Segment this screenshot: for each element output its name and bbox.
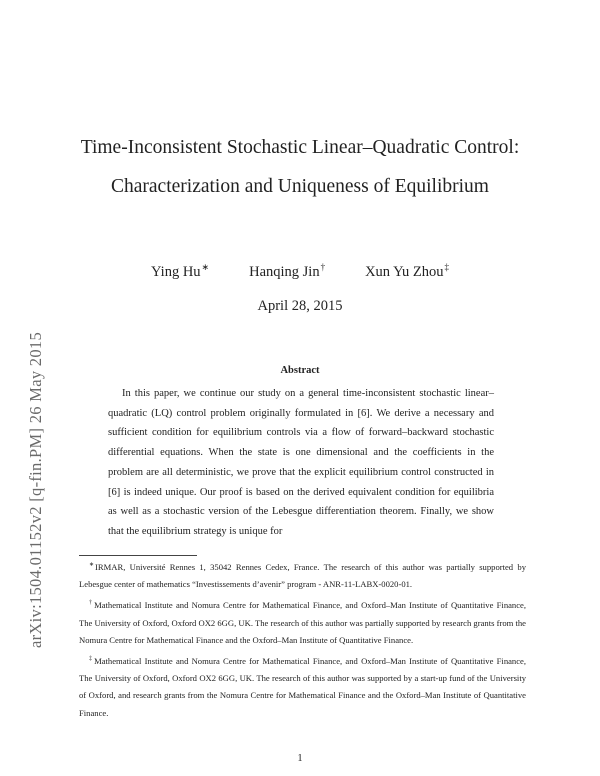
footnotes	[79, 557, 526, 724]
abstract-heading: Abstract	[280, 365, 320, 376]
author	[365, 262, 449, 281]
author-footnote-mark: ∗	[201, 262, 210, 272]
publication-date: April 28, 2015	[257, 298, 343, 314]
author-name: Hanqing Jin	[249, 264, 320, 280]
author	[249, 262, 325, 281]
footnote-mark: †	[89, 600, 94, 607]
author-list	[80, 262, 520, 281]
footnote-text: Mathematical Institute and Nomura Centre for Mathematical Finance, and Oxford–Man Institute of Quantitative Finance, The University of Oxford, Oxford OX2 6GG, UK. The research of this author was supported by a start-up fund of the University of Oxford, and research grants from the Nomura Centre for Mathematical Finance and the Oxford–Man Institute of Quantitative Finance.	[79, 656, 527, 718]
author-name: Xun Yu Zhou	[365, 264, 444, 280]
abstract-text: In this paper, we continue our study on a general time-inconsistent stochastic linear–quadratic (LQ) control problem originally formulated in [6]. We derive a necessary and sufficient condition for equilibrium controls via a flow of forward–backward stochastic differential equations. When the state is one dimensional and the coefficients in the problem are all deterministic, we prove that the explicit equilibrium control constructed in [6] is indeed unique. Our proof is based on the derived equivalent condition for equilibria as well as a stochastic version of the Lebesgue differentiation theorem. Finally, we show that the equilibrium strategy is unique for	[108, 388, 494, 537]
footnote	[79, 595, 526, 649]
page-number: 1	[297, 753, 303, 764]
paper-title: Time-Inconsistent Stochastic Linear–Quadratic Control: Characterization and Uniqueness of Equilibrium	[80, 137, 520, 197]
footnote	[79, 557, 526, 593]
author-footnote-mark: ‡	[444, 262, 449, 272]
footnote-text: IRMAR, Université Rennes 1, 35042 Rennes Cedex, France. The research of this author was partially supported by Lebesgue center of mathematics “Investissements d’avenir” program - ANR-11-LABX-0020-01.	[79, 562, 526, 590]
footnote-mark: ‡	[89, 656, 94, 663]
footnote-divider	[79, 555, 197, 556]
footnote-text: Mathematical Institute and Nomura Centre for Mathematical Finance, and Oxford–Man Institute of Quantitative Finance, The University of Oxford, Oxford OX2 6GG, UK. The research of this author was partially supported by research grants from the Nomura Centre for Mathematical Finance and the Oxford–Man Institute of Quantitative Finance.	[79, 600, 527, 645]
footnote	[79, 651, 526, 722]
author	[151, 262, 209, 281]
author-name: Ying Hu	[151, 264, 201, 280]
arxiv-identifier: arXiv:1504.01152v2 [q-fin.PM] 26 May 2015	[26, 332, 45, 648]
author-footnote-mark: †	[320, 262, 326, 272]
footnote-mark: ∗	[89, 562, 95, 568]
